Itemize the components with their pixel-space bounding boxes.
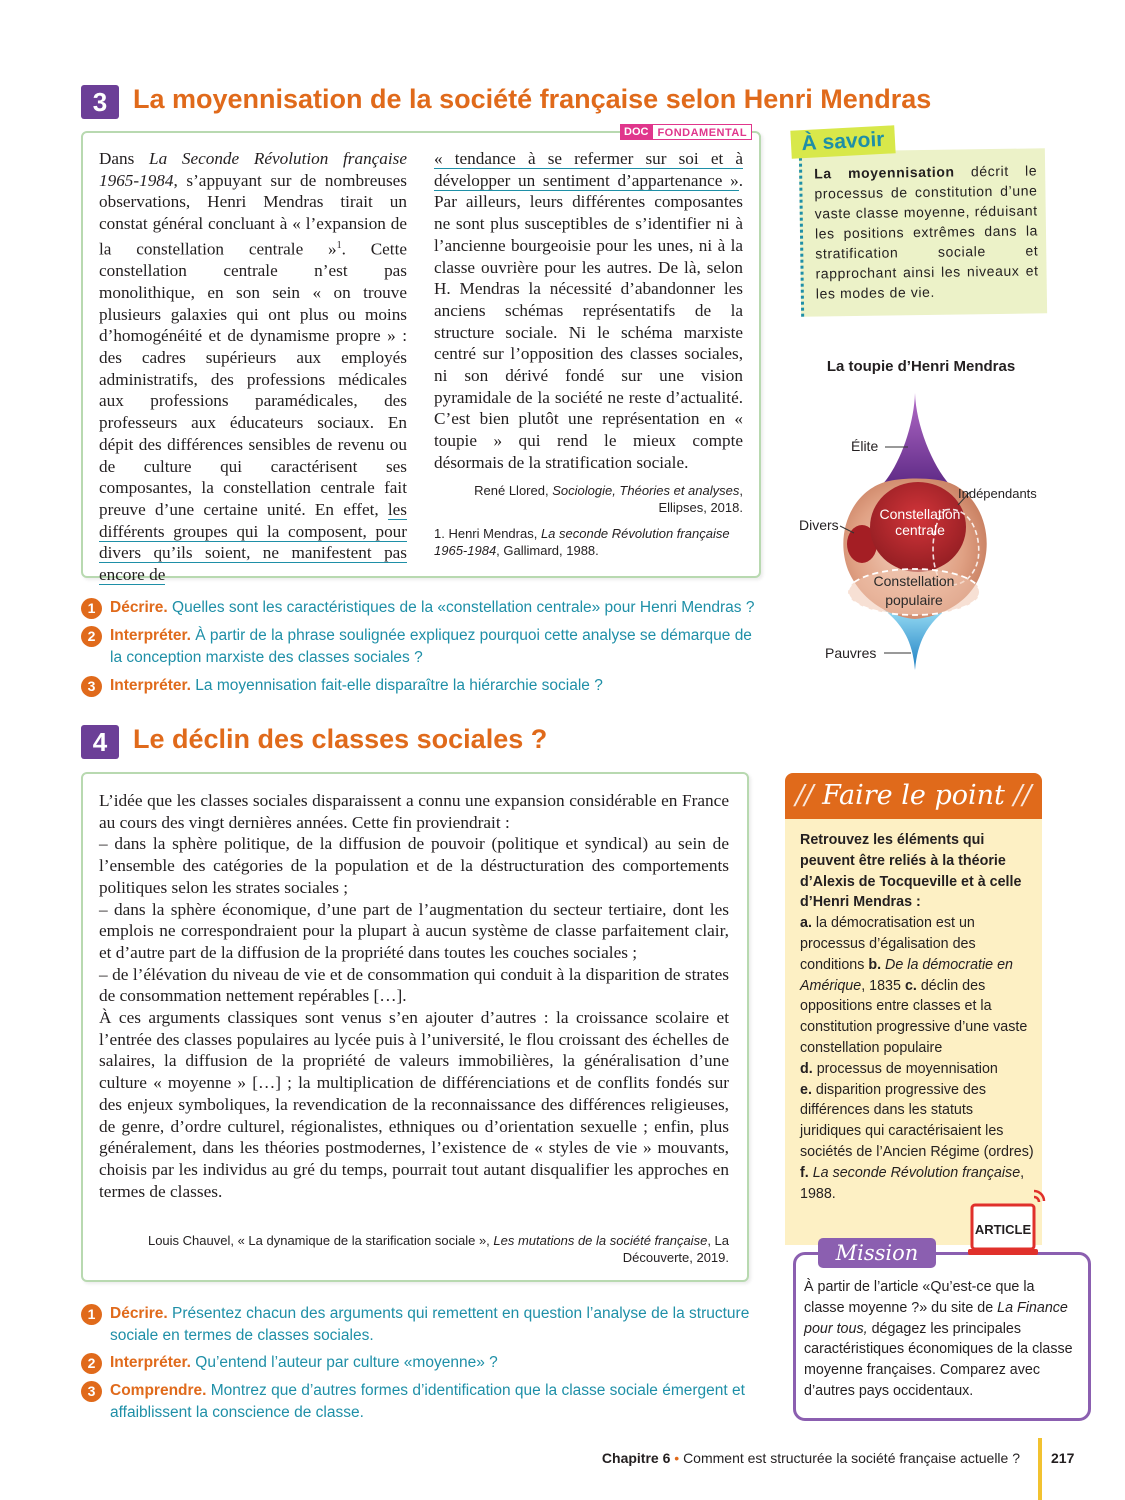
- mission-text: [804, 1277, 1074, 1402]
- section-4-question-1: [81, 1303, 761, 1347]
- item-text: , 1835: [861, 977, 905, 994]
- doc3-text: . Cette constellation centrale n’est pas monolithique, en son sein « on trouve plusieurs galaxies qui ont plus ou moins d’homogénéité et de dynamisme propre » : des cadres supérieurs aux employés administratifs, des professions médicales aux professions paramédicales, des professeurs aux éducateurs sociaux. En dépit des différences sensibles de revenu ou de culture qui caractérisent ses composantes, la constellation centrale fait preuve d’une certaine unité. En effet,: [99, 239, 407, 519]
- toupie-label-elite: Élite: [851, 438, 879, 454]
- faire-le-point-header: [785, 773, 1042, 819]
- source-title: Les mutations de la société française: [493, 1233, 708, 1248]
- item-text: disparition progressive des différences dans les statuts juridiques qui caractérisaient les sociétés de l’Ancien Régime (ordres): [800, 1081, 1034, 1160]
- underlined-sentence: les différents groupes qui la composent, pour divers qu’ils soient, ne manifestent pas encore de: [99, 499, 407, 585]
- footnote-ref: 1: [336, 239, 342, 251]
- toupie-label-centrale: [872, 506, 968, 538]
- section-3-question-3: [81, 675, 761, 697]
- slash-decor-icon: //: [795, 780, 823, 811]
- mission-title: Mission: [818, 1238, 936, 1268]
- toupie-top-spike: [882, 393, 950, 485]
- toupie-label-divers: Divers: [799, 517, 839, 533]
- mission-site-name: La Finance pour tous,: [804, 1299, 1068, 1337]
- item-label: f.: [800, 1164, 809, 1181]
- faire-le-point-title: Faire le point: [822, 780, 1005, 811]
- item-text: la démocratisation est un processus d’égalisation des conditions: [800, 915, 976, 973]
- a-savoir-term: La moyennisation: [814, 163, 955, 182]
- item-label: e.: [800, 1081, 812, 1098]
- page-number: 217: [1051, 1450, 1075, 1466]
- question-number: 3: [81, 1381, 102, 1402]
- underlined-sentence: « tendance à se refermer sur soi et à développer un sentiment d’appartenance »: [434, 149, 743, 190]
- item-text: , 1988.: [800, 1164, 1025, 1202]
- doc3-text: , s’appuyant sur de nombreuses observations, Henri Mendras tirait un constat général concluant à « l’expansion de la constellation centrale »: [99, 170, 407, 259]
- toupie-label-pauvres: Pauvres: [825, 645, 877, 661]
- mission-text-part: dégagez les principales caractéristiques économiques de la classe moyenne françaises. Comparez avec d’autres pays occidentaux.: [804, 1320, 1073, 1399]
- question-text: Quelles sont les caractéristiques de la «constellation centrale» pour Henri Mendras ?: [167, 599, 755, 616]
- question-verb: Interpréter.: [110, 627, 191, 644]
- a-savoir-text: [802, 148, 1047, 303]
- item-label: a.: [800, 915, 812, 932]
- document-3-column-1: [99, 148, 407, 586]
- doc4-paragraph: À ces arguments classiques sont venus s’en ajouter d’autres : la croissance scolaire et l’entrée des classes populaires au lycée puis à l’université, le flou croissant des échelles de salaires, la diffusion de la propriété de valeurs immobilières, la généralisation d’une culture « moyenne » […] ; la multiplication de différenciations et de conflits fondés sur des enjeux symboliques, la revendication de la reconnaissance des différences religieuses, de genre, d’ordre culturel, régionalistes, ethniques ou d’orientation sexuelle ; enfin, plus généralement, dans les théories postmodernes, l’existence de « styles de vie » mouvants, choisis par les individus au gré du temps, pourrait tout autant disqualifier les approches en termes de classes.: [99, 1008, 729, 1201]
- item-text: déclin des oppositions entre classes et la constitution progressive d’une vaste constellation populaire: [800, 977, 1028, 1056]
- footnote-author: Henri Mendras,: [444, 526, 541, 541]
- footer-chapter: [520, 1450, 1020, 1466]
- question-verb: Interpréter.: [110, 1354, 191, 1371]
- section-4-question-3: [81, 1380, 761, 1424]
- question-verb: Décrire.: [110, 599, 168, 616]
- centrale-line-1: Constellation: [879, 506, 961, 522]
- question-number: 1: [81, 1304, 102, 1325]
- question-number: 2: [81, 1353, 102, 1374]
- question-text: La moyennisation fait-elle disparaître la hiérarchie sociale ?: [190, 677, 603, 694]
- item-label: d.: [800, 1060, 813, 1077]
- section-4-number: 4: [81, 725, 119, 759]
- doc3-book-title: La Seconde Révolution française 1965-1984: [99, 149, 407, 190]
- item-text: processus de moyennisation: [812, 1060, 998, 1077]
- source-title: Sociologie, Théories et analyses: [552, 483, 740, 498]
- question-verb: Interpréter.: [110, 677, 191, 694]
- toupie-title: La toupie d’Henri Mendras: [826, 358, 1016, 375]
- faire-le-point-content: [800, 830, 1035, 1204]
- footer-chapter-title: Comment est structurée la société française actuelle ?: [683, 1450, 1020, 1466]
- question-text: Présentez chacun des arguments qui remettent en question l’analyse de la structure sociale en termes de classes sociales.: [110, 1305, 750, 1344]
- mission-text-part: À partir de l’article «Qu’est-ce que la classe moyenne ?» du site de: [804, 1279, 1035, 1316]
- question-number: 3: [81, 676, 102, 697]
- document-4-text: [99, 790, 729, 1202]
- document-3-footnote: [434, 525, 743, 559]
- a-savoir-title: À savoir: [790, 125, 895, 158]
- article-label[interactable]: ARTICLE: [974, 1222, 1032, 1237]
- item-title: La seconde Révolution française: [808, 1164, 1021, 1181]
- question-number: 1: [81, 598, 102, 619]
- faire-le-point-intro: Retrouvez les éléments qui peuvent être reliés à la théorie d’Alexis de Tocqueville et à celle d’Henri Mendras :: [800, 832, 1022, 911]
- source-publisher: , Ellipses, 2018.: [658, 483, 743, 515]
- section-3-number: 3: [81, 85, 119, 119]
- section-4-question-2: [81, 1352, 761, 1374]
- footnote-number: 1.: [434, 526, 445, 541]
- doc-badge-label: DOC: [620, 124, 652, 140]
- toupie-label-populaire: [858, 572, 970, 610]
- doc4-paragraph: – de l’élévation du niveau de vie et de consommation qui conduit à la disparition de strates de consommation nettement repérables […].: [99, 964, 729, 1006]
- footer-chapter-number: Chapitre 6: [601, 1450, 671, 1466]
- slash-decor-icon: //: [1004, 780, 1032, 811]
- item-label: c.: [904, 977, 917, 994]
- populaire-line-1: Constellation: [873, 573, 955, 589]
- item-label: b.: [868, 956, 882, 973]
- footer-page-bar: [1038, 1438, 1042, 1500]
- question-verb: Décrire.: [110, 1305, 168, 1322]
- a-savoir-box: [799, 148, 1047, 316]
- footnote-publisher: , Gallimard, 1988.: [496, 543, 599, 558]
- source-author: Louis Chauvel, « La dynamique de la starification sociale »,: [147, 1233, 494, 1248]
- question-text: À partir de la phrase soulignée expliquez pourquoi cette analyse se démarque de la conception marxiste des classes sociales ?: [110, 627, 752, 666]
- populaire-line-2: populaire: [885, 592, 943, 608]
- a-savoir-definition: décrit le processus de constitution d’une vaste classe moyenne, réduisant les positions extrêmes dans la stratification sociale et rapprochant ainsi les niveaux et les modes de vie.: [814, 162, 1039, 302]
- centrale-line-2: centrale: [895, 522, 945, 538]
- section-3-question-2: [81, 625, 761, 669]
- doc4-paragraph: L’idée que les classes sociales disparaissent a connu une expansion considérable en France au cours des vingt dernières années. Cette fin proviendrait :: [99, 791, 729, 832]
- source-publisher: , La Découverte, 2019.: [622, 1233, 729, 1265]
- question-text: Montrez que d’autres formes d’identification que la classe sociale émergent et affaiblissent la conscience de classe.: [110, 1382, 745, 1421]
- doc3-text: . Par ailleurs, leurs différentes composantes ne sont plus susceptibles de s’identifier ni à l’ancienne bourgeoisie pour les unes, ni à la classe ouvrière pour les autres. De là, selon H. Mendras la nécessité d’abandonner les anciens schémas représentatifs de la structure sociale. Ni le schéma marxiste centré sur l’opposition des classes sociales, ni son dérivé fondé sur une vision pyramidale de la société ne reste d’actualité. C’est bien plutôt une représentation en « toupie » qui rend le mieux compte désormais de la stratification sociale.: [434, 170, 743, 472]
- footnote-title: La seconde Révolution française 1965-1984: [434, 526, 730, 558]
- doc4-paragraph: – dans la sphère politique, de la diffusion de pouvoir (politique et syndical) au sein de l’ensemble des catégories de la population et de la déstructuration des comportements politiques selon les strates sociales ;: [99, 834, 729, 897]
- doc4-paragraph: – dans la sphère économique, d’une part de l’augmentation du secteur tertiaire, dont les emplois ne correspondraient pour la plupart à aucun système de classe parfaitement clair, et d’autre part de la diffusion de la propriété dans toutes les couches sociales ;: [99, 899, 729, 962]
- document-4-source: [99, 1232, 729, 1266]
- doc3-text: Dans: [99, 149, 150, 168]
- doc-fondamental-badge: [620, 124, 752, 140]
- item-title: De la démocratie en Amérique: [800, 956, 1013, 994]
- source-author: René Llored,: [474, 483, 553, 498]
- toupie-label-independants: Indépendants: [958, 486, 1037, 501]
- footer-separator: •: [670, 1450, 684, 1466]
- question-number: 2: [81, 626, 102, 647]
- document-3-source: [434, 482, 743, 516]
- question-verb: Comprendre.: [110, 1382, 207, 1399]
- section-3-title: La moyennisation de la société française selon Henri Mendras: [133, 84, 932, 114]
- document-3-column-2: [434, 148, 743, 474]
- fondamental-badge-label: FONDAMENTAL: [652, 124, 752, 140]
- question-text: Qu’entend l’auteur par culture «moyenne» ?: [190, 1354, 498, 1371]
- section-4-title: Le déclin des classes sociales ?: [133, 724, 548, 754]
- section-3-question-1: [81, 597, 761, 619]
